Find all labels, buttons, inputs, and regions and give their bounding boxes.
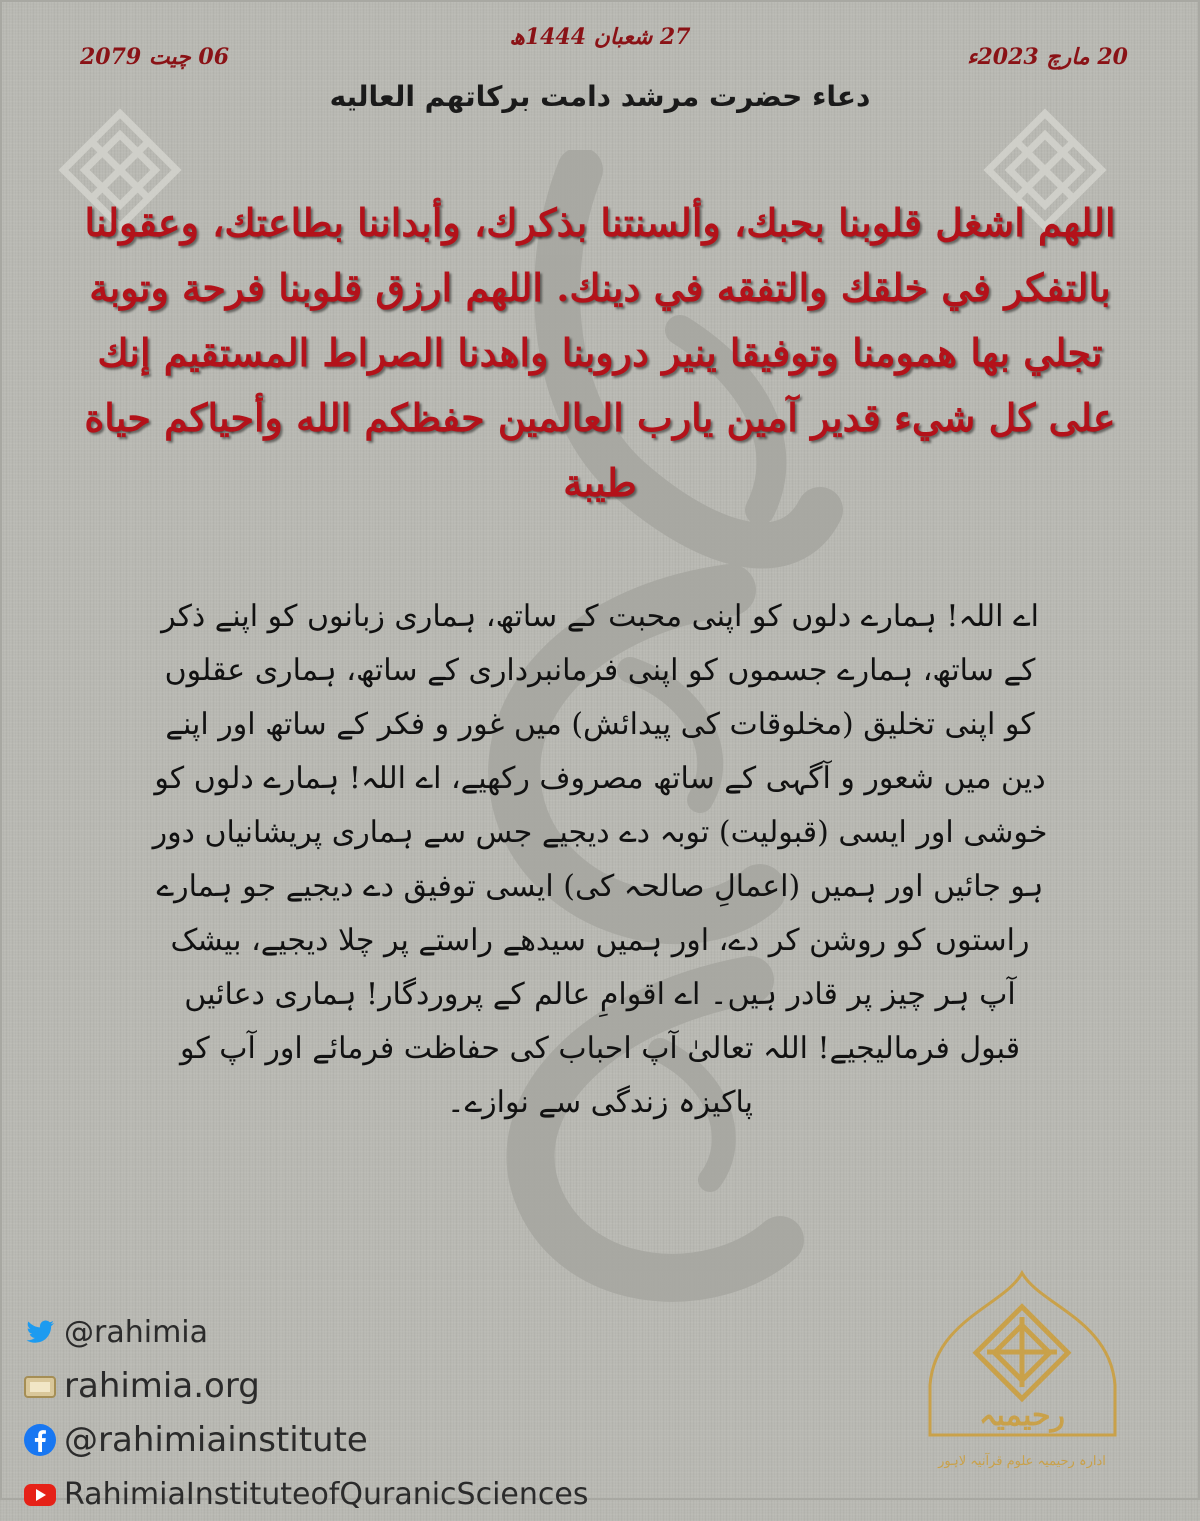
rahimia-logo <box>915 1265 1130 1490</box>
logo-subtitle: ادارہ رحیمیہ علوم قرآنیہ لاہور <box>938 1454 1106 1469</box>
date-bikrami: 06 چیت 2079 <box>80 44 230 70</box>
twitter-icon <box>22 1314 58 1350</box>
date-hijri: 27 شعبان 1444ھ <box>509 24 691 50</box>
logo-name: رحیمیہ <box>978 1398 1066 1433</box>
dua-arabic-text: اللهم اشغل قلوبنا بحبك، وألسنتنا بذكرك، وأبداننا بطاعتك، وعقولنا بالتفكر في خلقك والتفقه في دينك. اللهم ارزق قلوبنا فرحة وتوبة تجلي بها همومنا وتوفيقا ينير دروبنا واهدنا الصراط المستقيم إنك على كل شيء قدير آمين يارب العالمين حفظكم الله وأحياكم حياة طيبة <box>84 200 1116 505</box>
page-title: دعاء حضرت مرشد دامت برکاتهم العالیه <box>329 80 871 113</box>
social-links <box>22 1305 722 1521</box>
social-twitter[interactable] <box>22 1305 722 1359</box>
website-url: rahimia.org <box>64 1366 260 1406</box>
facebook-icon <box>22 1422 58 1458</box>
social-youtube[interactable] <box>22 1467 722 1521</box>
dua-urdu-translation: اے اللہ! ہمارے دلوں کو اپنی محبت کے ساتھ، ہماری زبانوں کو اپنے ذکر کے ساتھ، ہمارے جسموں کو اپنی فرمانبرداری کے ساتھ، ہماری عقلوں کو اپنی تخلیق (مخلوقات کی پیدائش) میں غور و فکر کے ساتھ اور اپنے دین میں شعور و آگہی کے ساتھ مصروف رکھیے، اے اللہ! ہمارے دلوں کو خوشی اور ایسی (قبولیت) توبہ دے دیجیے جس سے ہماری پریشانیاں دور ہو جائیں اور ہمیں (اعمالِ صالحہ کی) ایسی توفیق دے دیجیے جو ہمارے راستوں کو روشن کر دے، اور ہمیں سیدھے راستے پر چلا دیجیے، بیشک آپ ہر چیز پر قادر ہیں۔ اے اقوامِ عالم کے پروردگار! ہماری دعائیں قبول فرمالیجیے! اللہ تعالیٰ آپ احباب کی حفاظت فرمائے اور آپ کو پاکیزہ زندگی سے نوازے۔ <box>152 599 1048 1120</box>
facebook-handle: @rahimiainstitute <box>64 1420 368 1460</box>
website-icon <box>22 1368 58 1404</box>
social-website[interactable] <box>22 1359 722 1413</box>
twitter-handle: @rahimia <box>64 1314 209 1350</box>
youtube-channel: RahimiaInstituteofQuranicSciences <box>64 1476 589 1512</box>
date-gregorian: 20 مارچ 2023ء <box>967 44 1128 70</box>
social-facebook[interactable] <box>22 1413 722 1467</box>
youtube-icon <box>22 1476 58 1512</box>
